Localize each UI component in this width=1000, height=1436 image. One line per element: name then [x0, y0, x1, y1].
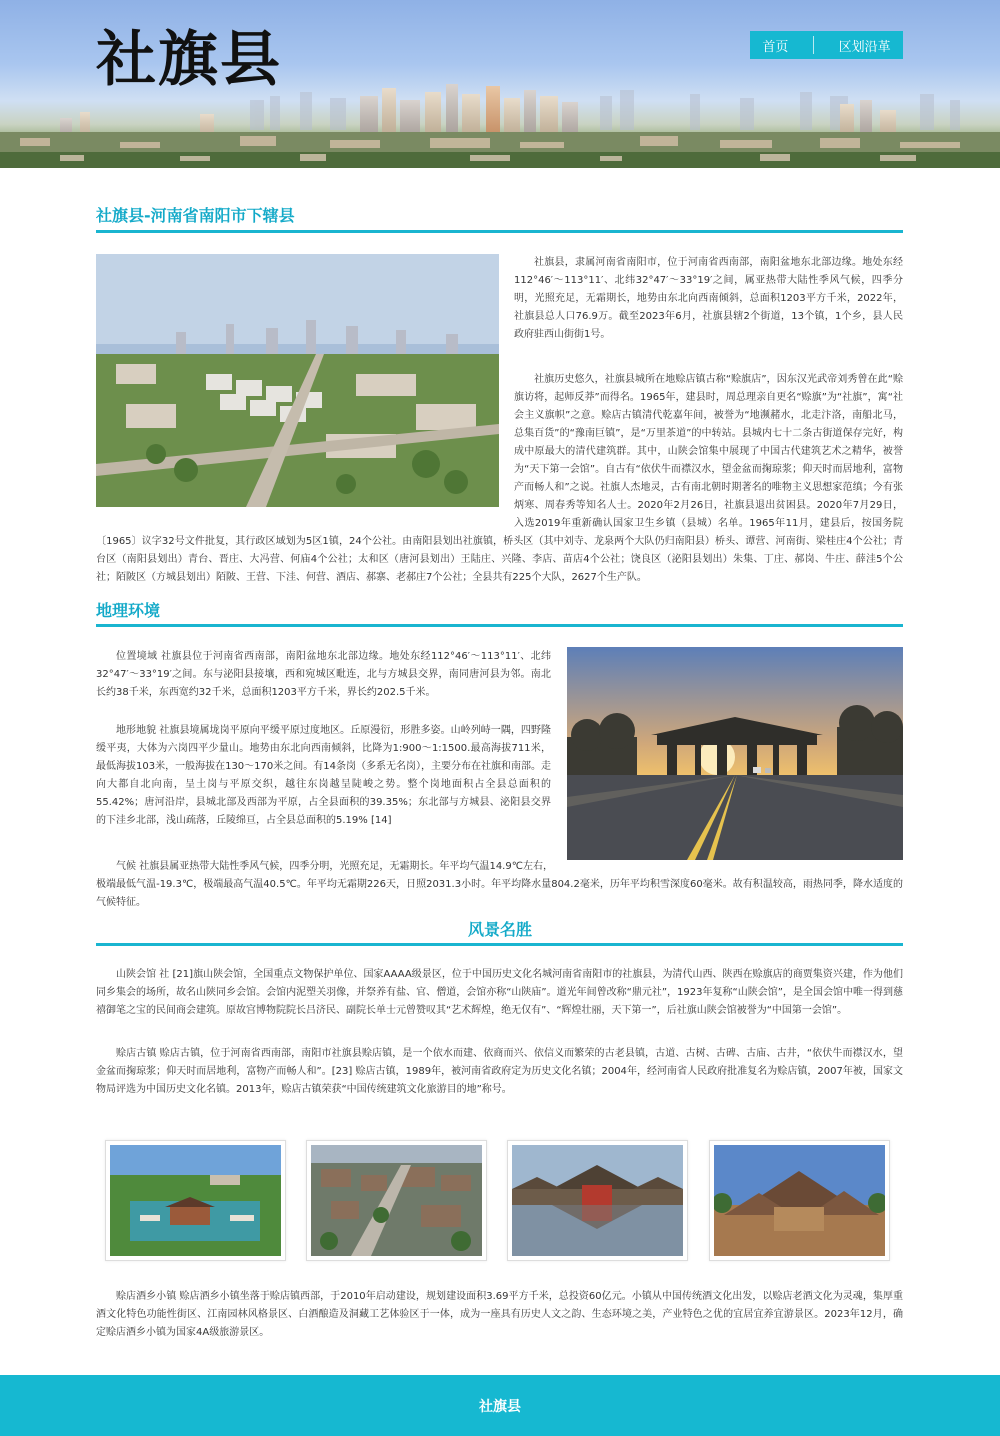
section-title-geography: 地理环境	[96, 601, 161, 620]
overview-paragraph-2-text: 社旗历史悠久，社旗县城所在地赊店镇古称“赊旗店”，因东汉光武帝刘秀曾在此“赊旗访将，起师反莽”而得名。1965年，建县时，周总理亲自更名“赊旗”为“社旗”，寓“社会主义旗帜”之意。赊店古镇清代乾嘉年间，被誉为“地濒赭水，北走汴洛，南船北马，总集百货”的“豫南巨镇”，是“万里茶道”的中转站。县城内七十二条古街道保存完好，构成中原最大的清代建筑群。其中，山陕会馆集中展现了中国古代建筑艺术之精华，被誉为“天下第一会馆”。自古有“依伏牛而襟汉水，望金盆而掬琼浆；仰天时而居地利，富物产而畅人和”之说。社旗人杰地灵，古有南北朝时期著名的唯物主义思想家范缜；今有张炳寒、周春秀等知名人士。2020年2月26日，社旗县退出贫困县。2020年7月29日，入选2019年重新确认国家卫生乡镇（县城）名单。1965年11月，建县后，按国务院〔1965〕议字32号文件批复，其行政区域划为5区1镇，24个公社。由南阳县划出社旗镇，桥头区（其中刘寺、龙泉两个大队仍归南阳县）桥头、谭营、河南街、梁桂庄4个公社；青台区（南阳县划出）青台、晋庄、大冯营、何庙4个公社；太和区（唐河县划出）王陆庄、兴隆、李店、苗店4个公社；饶良区（泌阳县划出）朱集、丁庄、郝岗、牛庄、薛洼5个公社；陌陂区（方城县划出）陌陂、王营、下洼、何营、酒店、郝寨、老郝庄7个公社；全县共有225个大队，2627个生产队。	[96, 374, 903, 583]
text-wrap-spacer	[96, 371, 514, 517]
nav-divider	[813, 36, 814, 54]
scenery-paragraph-wine-town: 赊店酒乡小镇 赊店酒乡小镇坐落于赊店镇西部，于2010年启动建设，规划建设面积3.69平方千米，总投资60亿元。小镇从中国传统酒文化出发，以赊店老酒文化为灵魂，集厚重酒文化特色功能性街区、江南园林风格景区、白酒酿造及洞藏工艺体验区于一体，成为一座具有历史人文之韵、生态环境之美，产业特色之优的宜居宜养宜游景区。2023年12月，确定赊店酒乡小镇为国家4A级旅游景区。	[96, 1291, 903, 1338]
header-banner	[0, 0, 1000, 168]
scenery-paragraph-guild-hall: 山陕会馆 社 [21]旗山陕会馆，全国重点文物保护单位、国家AAAA级景区，位于中国历史文化名城河南省南阳市的社旗县，为清代山西、陕西在赊旗店的商贾集资兴建，作为他们同乡集会的场所，故名山陕同乡会馆。会馆内泥塑关羽像，并祭养有盐、官、僧道，会馆亦称“山陕庙”。道光年间曾改称“鼎元社”，1923年复称“山陕会馆”，是全国会馆中唯一得到慈禧御笔之宝的民间商会建筑。原故宫博物院院长吕济民、副院长单士元曾赞叹其“艺术辉煌，绝无仅有”、“辉煌壮丽，天下第一”，后社旗山陕会馆被誉为“中国第一会馆”。	[96, 969, 903, 1016]
nav-home-link[interactable]: 首页	[762, 39, 789, 55]
nav-history-link[interactable]: 区划沿革	[838, 39, 891, 55]
geography-paragraph-location: 位置境域 社旗县位于河南省西南部，南阳盆地东北部边缘。地处东经112°46′～113°11′、北纬32°47′～33°19′之间。东与泌阳县接壤，西和宛城区毗连，北与方城县交界，南同唐河县为邻。南北长约38千米，东西宽约32千米，总面积1203平方千米，界长约202.5千米。	[96, 651, 551, 698]
overview-paragraph-1: 社旗县，隶属河南省南阳市，位于河南省西南部，南阳盆地东北部边缘。地处东经112°46′～113°11′、北纬32°47′～33°19′之间，属亚热带大陆性季风气候，四季分明，光照充足，无霜期长，地势由东北向西南倾斜，总面积1203平方千米，2022年，社旗县总人口76.9万。截至2023年6月，社旗县辖2个街道，13个镇，1个乡，县人民政府驻西山街街1号。	[514, 257, 903, 340]
scenery-paragraph-old-town: 赊店古镇 赊店古镇，位于河南省西南部，南阳市社旗县赊店镇，是一个依水而建、依商而兴、依信义而繁荣的古老县镇，古道、古树、古碑、古庙、古井，“依伏牛而襟汉水，望金盆而掬琼浆；仰天时而居地利，富物产而畅人和”。[23] 赊店古镇，1989年，被河南省政府定为历史文化名镇；2004年，经河南省人民政府批准复名为赊店镇，2007年被，国家文物局评选为中国历史文化名镇。2013年，赊店古镇荣获“中国传统建筑文化旅游目的地”称号。	[96, 1048, 903, 1095]
section-divider	[96, 943, 903, 946]
geography-paragraph-terrain: 地形地貌 社旗县境属垅岗平原向平缓平原过度地区。丘原漫衍，形胜多姿。山岭列峙一隅，四野隆缓平夷，大体为六岗四平少量山。地势由东北向西南倾斜，比降为1:900～1:1500.最高海拔711米，最低海拔103米，一般海拔在130～170米之间。有14条岗（多系无名岗），主要分布在社旗和南部。走向大都自北向南，呈土岗与平原交织，越往东岗越呈陡峻之势。整个岗地面积占全县总面积的55.42%；唐河沿岸，县城北部及西部为平原，占全县面积的39.35%；东北部与方城县、泌阳县交界的下洼乡北部，浅山疏落，丘陵绵亘，占全县总面积的5.19% [14]	[96, 725, 551, 826]
footer-title: 社旗县	[479, 1398, 521, 1415]
text-wrap-spacer	[553, 858, 903, 862]
gallery-photo-guild-hall-roof[interactable]	[709, 1140, 890, 1261]
gallery-photo-guild-hall-reflection[interactable]	[507, 1140, 688, 1261]
section-divider	[96, 230, 903, 233]
memorial-gate-photo	[567, 647, 903, 860]
geography-paragraph-climate	[96, 858, 903, 912]
site-title: 社旗县	[96, 25, 282, 95]
climate-text: 气候 社旗县属亚热带大陆性季风气候，四季分明，光照充足，无霜期长。年平均气温14.9℃左右，极端最低气温-19.3℃，极端最高气温40.5℃。年平均无霜期226天，日照2031.3小时。年平均降水量804.2毫米，历年平均积雪深度60毫米。故有积温较高，雨热同季，降水适度的气候特征。	[96, 861, 903, 908]
section-divider	[96, 624, 903, 627]
section-title-overview: 社旗县-河南省南阳市下辖县	[96, 206, 295, 225]
overview-paragraph-2	[96, 371, 903, 587]
gallery-photo-old-town-aerial[interactable]	[306, 1140, 487, 1261]
section-title-scenery: 风景名胜	[467, 920, 532, 939]
top-nav	[750, 31, 903, 59]
gallery-photo-water-pavilion[interactable]	[105, 1140, 286, 1261]
page-footer	[0, 1375, 1000, 1436]
